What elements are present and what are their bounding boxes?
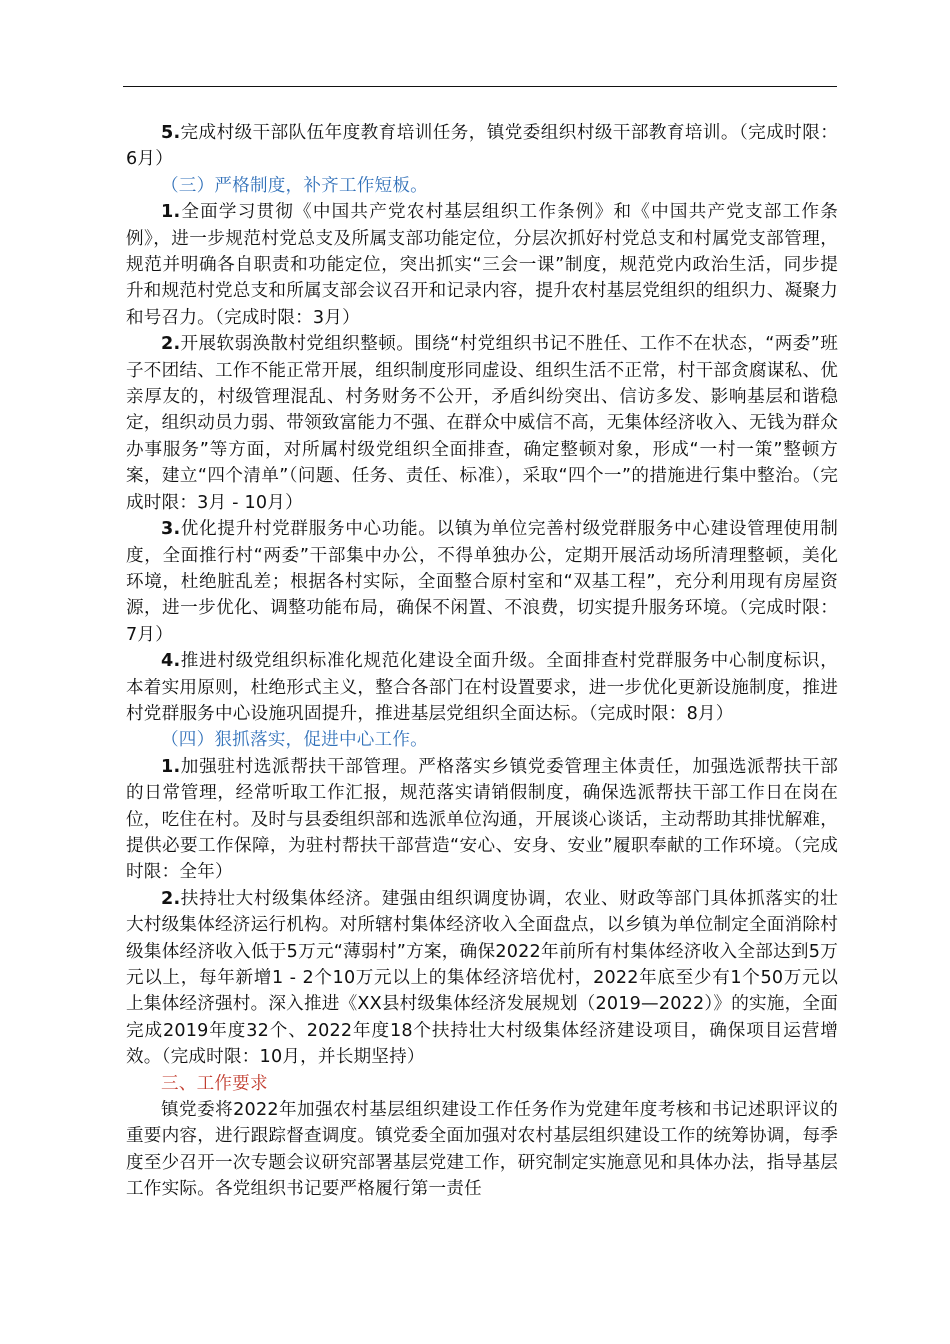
item-number: 1.	[161, 756, 181, 777]
item-text: 扶持壮大村级集体经济。建强由组织调度协调，农业、财政等部门具体抓落实的壮大村级集体经济运行机构。对所辖村集体经济收入全面盘点，以乡镇为单位制定全面消除村级集体经济收入低于5万元“薄弱村”方案，确保2022年前所有村集体经济收入全部达到5万元以上，每年新增1 - 2个10万元以上的集体经济培优村，2022年底至少有1个50万元以上集体经济强村。深入推进《XX县村级集体经济发展规划（2019—2022）》的实施，全面完成2019年度32个、2022年度18个扶持壮大村级集体经济建设项目，确保项目运营增效。（完成时限：10月，并长期坚持）	[126, 888, 838, 1068]
item-text: 开展软弱涣散村党组织整顿。围绕“村党组织书记不胜任、工作不在状态，“两委”班子不团结、工作不能正常开展，组织制度形同虚设、组织生活不正常，村干部贪腐谋私、优亲厚友的，村级管理混乱、村务财务不公开，矛盾纠纷突出、信访多发、影响基层和谐稳定，组织动员力弱、带领致富能力不强、在群众中威信不高，无集体经济收入、无钱为群众办事服务”等方面，对所属村级党组织全面排查，确定整顿对象，形成“一村一策”整顿方案，建立“四个清单”（问题、任务、责任、标准），采取“四个一”的措施进行集中整治。（完成时限：3月 - 10月）	[126, 334, 838, 513]
section-heading-3: （三）严格制度，补齐工作短板。	[161, 175, 428, 196]
item-text: 加强驻村选派帮扶干部管理。严格落实乡镇党委管理主体责任，加强选派帮扶干部的日常管理，经常听取工作汇报，规范落实请销假制度，确保选派帮扶干部工作日在岗在位，吃住在村。及时与县委组织部和选派单位沟通，开展谈心谈话，主动帮助其排忧解难，提供必要工作保障，为驻村帮扶干部营造“安心、安身、安业”履职奉献的工作环境。（完成时限：全年）	[126, 756, 838, 883]
header-rule	[123, 86, 837, 87]
item-text: 全面学习贯彻《中国共产党农村基层组织工作条例》和《中国共产党支部工作条例》，进一步规范村党总支及所属支部功能定位，分层次抓好村党总支和村属党支部管理，规范并明确各自职责和功能定位，突出抓实“三会一课”制度，规范党内政治生活，同步提升和规范村党总支和所属支部会议召开和记录内容，提升农村基层党组织的组织力、凝聚力和号召力。（完成时限：3月）	[126, 202, 838, 328]
item-number: 5.	[161, 123, 181, 143]
item-number: 1.	[161, 202, 181, 223]
paragraph-item-3-2	[126, 331, 838, 516]
paragraph-item-3-4	[126, 648, 838, 727]
document-body	[126, 120, 838, 1203]
item-number: 3.	[161, 519, 181, 540]
paragraph-item-4-2	[126, 886, 838, 1071]
paragraph-item-4-1	[126, 754, 838, 886]
item-text: 优化提升村党群服务中心功能。以镇为单位完善村级党群服务中心建设管理使用制度，全面推行村“两委”干部集中办公，不得单独办公，定期开展活动场所清理整顿，美化环境，杜绝脏乱差；根据各村实际，全面整合原村室和“双基工程”，充分利用现有房屋资源，进一步优化、调整功能布局，确保不闲置、不浪费，切实提升服务环境。（完成时限：7月）	[126, 519, 838, 645]
section-heading-work-requirements: 三、工作要求	[161, 1073, 268, 1094]
paragraph-item-3-3	[126, 516, 838, 648]
item-text: 推进村级党组织标准化规范化建设全面升级。全面排查村党群服务中心制度标识，本着实用原则，杜绝形式主义，整合各部门在村设置要求，进一步优化更新设施制度，推进村党群服务中心设施巩固提升，推进基层党组织全面达标。（完成时限：8月）	[126, 651, 838, 724]
paragraph-body: 镇党委将2022年加强农村基层组织建设工作任务作为党建年度考核和书记述职评议的重要内容，进行跟踪督查调度。镇党委全面加强对农村基层组织建设工作的统筹协调，每季度至少召开一次专题会议研究部署基层党建工作，研究制定实施意见和具体办法，指导基层工作实际。各党组织书记要严格履行第一责任	[126, 1100, 838, 1200]
paragraph-item-5	[126, 120, 838, 173]
item-number: 4.	[161, 651, 181, 672]
section-heading-4: （四）狠抓落实，促进中心工作。	[161, 730, 428, 751]
paragraph-item-3-1	[126, 199, 838, 331]
item-number: 2.	[161, 334, 181, 355]
item-number: 2.	[161, 888, 181, 909]
item-text: 完成村级干部队伍年度教育培训任务，镇党委组织村级干部教育培训。（完成时限：6月）	[126, 123, 838, 170]
